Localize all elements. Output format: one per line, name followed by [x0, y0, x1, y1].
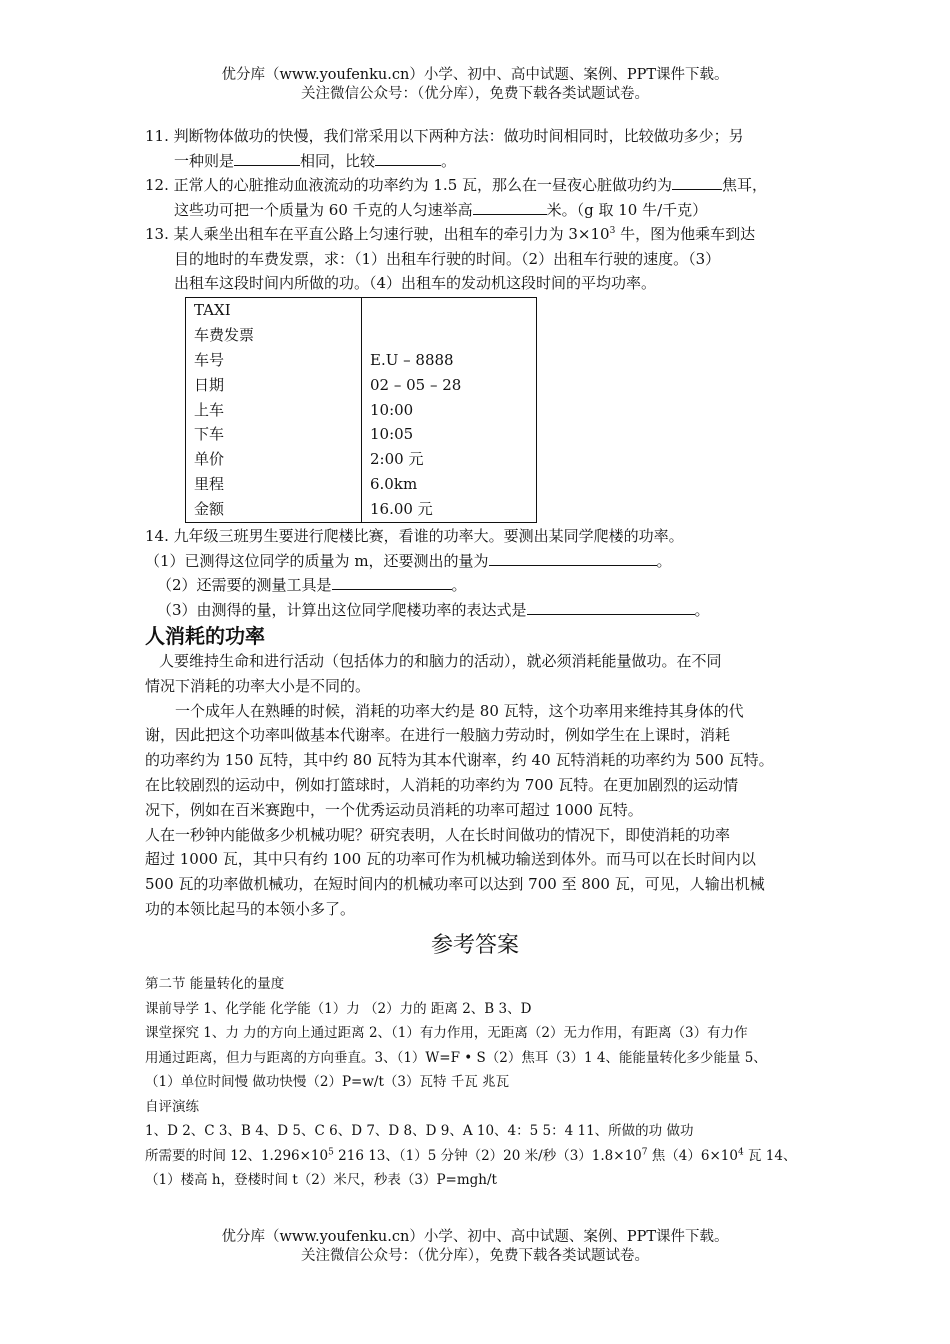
receipt-label: 里程 [194, 475, 225, 494]
q12-line-2: 这些功可把一个质量为 60 千克的人匀速举高 米。（g 取 10 牛/千克） [174, 200, 708, 219]
q12-line-1: 12. 正常人的心脏推动血液流动的功率约为 1.5 瓦，那么在一昼夜心脏做功约为 焦耳， [145, 176, 768, 194]
receipt-value: 6.0km [370, 475, 418, 494]
q11-blank-2[interactable] [375, 150, 441, 166]
taxi-receipt-table [185, 297, 537, 523]
receipt-value-column [362, 298, 537, 523]
receipt-value: 10:05 [370, 425, 414, 444]
answers-body: 第二节 能量转化的量度 课前导学 1、化学能 化学能（1）力 （2）力的 距离 2、B 3、D 课堂探究 1、力 力的方向上通过距离 2、（1）有力作用，无距离（2）无力作用，有距离（3）有力作 用通过距离，但力与距离的方向垂直。3、（1）W=F • S（2）焦耳（3）1 4、能能量转化多少能量 5、 （1）单位时间慢 做功快慢（2）P=w/t（3）瓦特 千瓦 兆瓦 自评演练 1、D 2、C 3、B 4、D 5、C 6、D 7、D 8、D 9、A 10、4：5 5：4 11、所做的功 做功 所需要的时间 12、$1.296\times 10^5$ 216 13、（1）5 分钟（2）20 米/秒$(3)1.8\times 10^7$ 焦$(4)6\times 10^4$ 瓦 14、 （1）楼高 h，登楼时间 t（2）米尺，秒表（3）P=mgh/t [145, 972, 813, 1193]
q11-line-2: 一种则是 相同，比较 。 [174, 151, 457, 170]
q11-blank-1[interactable] [234, 150, 300, 166]
receipt-value: E.U – 8888 [370, 350, 454, 369]
q14-part-1: （1）已测得这位同学的质量为 m，还要测出的量为 。 [145, 551, 672, 570]
q14-blank-1[interactable] [489, 550, 657, 566]
q11-line-1: 11. 判断物体做功的快慢，我们常采用以下两种方法：做功时间相同时，比较做功多少；另 [145, 127, 744, 145]
page-footer [0, 1228, 950, 1266]
article-title: 人消耗的功率 [145, 624, 265, 648]
q13-line-3: 出租车这段时间内所做的功。（4）出租车的发动机这段时间的平均功率。 [174, 274, 657, 292]
q14-block [145, 524, 817, 622]
q14-part-3: （3）由测得的量，计算出这位同学爬楼功率的表达式是 。 [157, 600, 710, 619]
receipt-label-column [186, 298, 362, 523]
answers-self-line-2: 所需要的时间 12、$1.296\times 10^5$ 216 13、（1）5 分钟（2）20 米/秒$(3)1.8\times 10^7$ 焦$(4)6\times 10^4$ 瓦 14、 [145, 1147, 797, 1164]
receipt-label: 日期 [194, 375, 225, 394]
article-body: 人要维持生命和进行活动（包括体力的和脑力的活动），就必须消耗能量做功。在不同 情况下消耗的功率大小是不同的。 一个成年人在熟睡的时候，消耗的功率大约是 80 瓦特，这个功率用来维持其身体的代 谢，因此把这个功率叫做基本代谢率。在进行一般脑力劳动时，例如学生在上课时，消耗 的功率约为 150 瓦特，其中约 80 瓦特为其本代谢率，约 40 瓦特消耗的功率约为 500 瓦特。 在比较剧烈的运动中，例如打篮球时，人消耗的功率约为 700 瓦特。在更加剧烈的运动情 况下，例如在百米赛跑中，一个优秀运动员消耗的功率可超过 1000 瓦特。 人在一秒钟内能做多少机械功呢？研究表明，人在长时间做功的情况下，即使消耗的功率 超过 1000 瓦，其中只有约 100 瓦的功率可作为机械功输送到体外。而马可以在长时间内以 500 瓦的功率做机械功，在短时间内的机械功率可以达到 700 至 800 瓦，可见，人输出机械 功的本领比起马的本领小多了。 [145, 652, 774, 918]
receipt-label: 金额 [194, 500, 225, 519]
receipt-value: 16.00 元 [370, 500, 433, 519]
q13-line-1: 13. 某人乘坐出租车在平直公路上匀速行驶，出租车的牵引力为 $3\times 10^3$ 牛，图为他乘车到达 [145, 225, 756, 243]
receipt-label: 上车 [194, 400, 225, 419]
header-line-2: 关注微信公众号：（优分库），免费下载各类试题试卷。 [301, 86, 649, 102]
q14-blank-3[interactable] [527, 599, 695, 615]
header-line-1: 优分库（www.youfenku.cn）小学、初中、高中试题、案例、PPT课件下载。 [221, 67, 729, 83]
footer-line-1: 优分库（www.youfenku.cn）小学、初中、高中试题、案例、PPT课件下载。 [221, 1229, 729, 1245]
receipt-value: 02 – 05 – 28 [370, 375, 462, 394]
q12-blank-2[interactable] [473, 199, 547, 215]
q12-blank-1[interactable] [672, 174, 722, 190]
q14-line-1: 14. 九年级三班男生要进行爬楼比赛，看谁的功率大。要测出某同学爬楼的功率。 [145, 527, 684, 545]
receipt-value: 10:00 [370, 400, 414, 419]
answers-title: 参考答案 [430, 933, 519, 958]
receipt-value: 2:00 元 [370, 450, 424, 469]
q14-part-2: （2）还需要的测量工具是 。 [157, 576, 467, 594]
receipt-label: 车费发票 [194, 325, 255, 344]
receipt-label: 车号 [194, 350, 225, 369]
q14-blank-2[interactable] [332, 574, 452, 590]
q13-line-2: 目的地时的车费发票，求：（1）出租车行驶的时间。（2）出租车行驶的速度。（3） [174, 249, 721, 268]
questions-block [145, 124, 817, 296]
receipt-value [362, 298, 536, 323]
answers-self-title: 自评演练 [145, 1098, 199, 1115]
receipt-label: 单价 [194, 450, 225, 469]
receipt-value [362, 323, 536, 348]
answers-preview: 课前导学 1、化学能 化学能（1）力 （2）力的 距离 2、B 3、D [145, 1000, 532, 1017]
footer-line-2: 关注微信公众号：（优分库），免费下载各类试题试卷。 [301, 1248, 649, 1264]
receipt-label: TAXI [194, 301, 231, 319]
page-header [0, 66, 950, 104]
receipt-label: 下车 [194, 425, 225, 444]
answers-section: 第二节 能量转化的量度 [145, 976, 285, 992]
